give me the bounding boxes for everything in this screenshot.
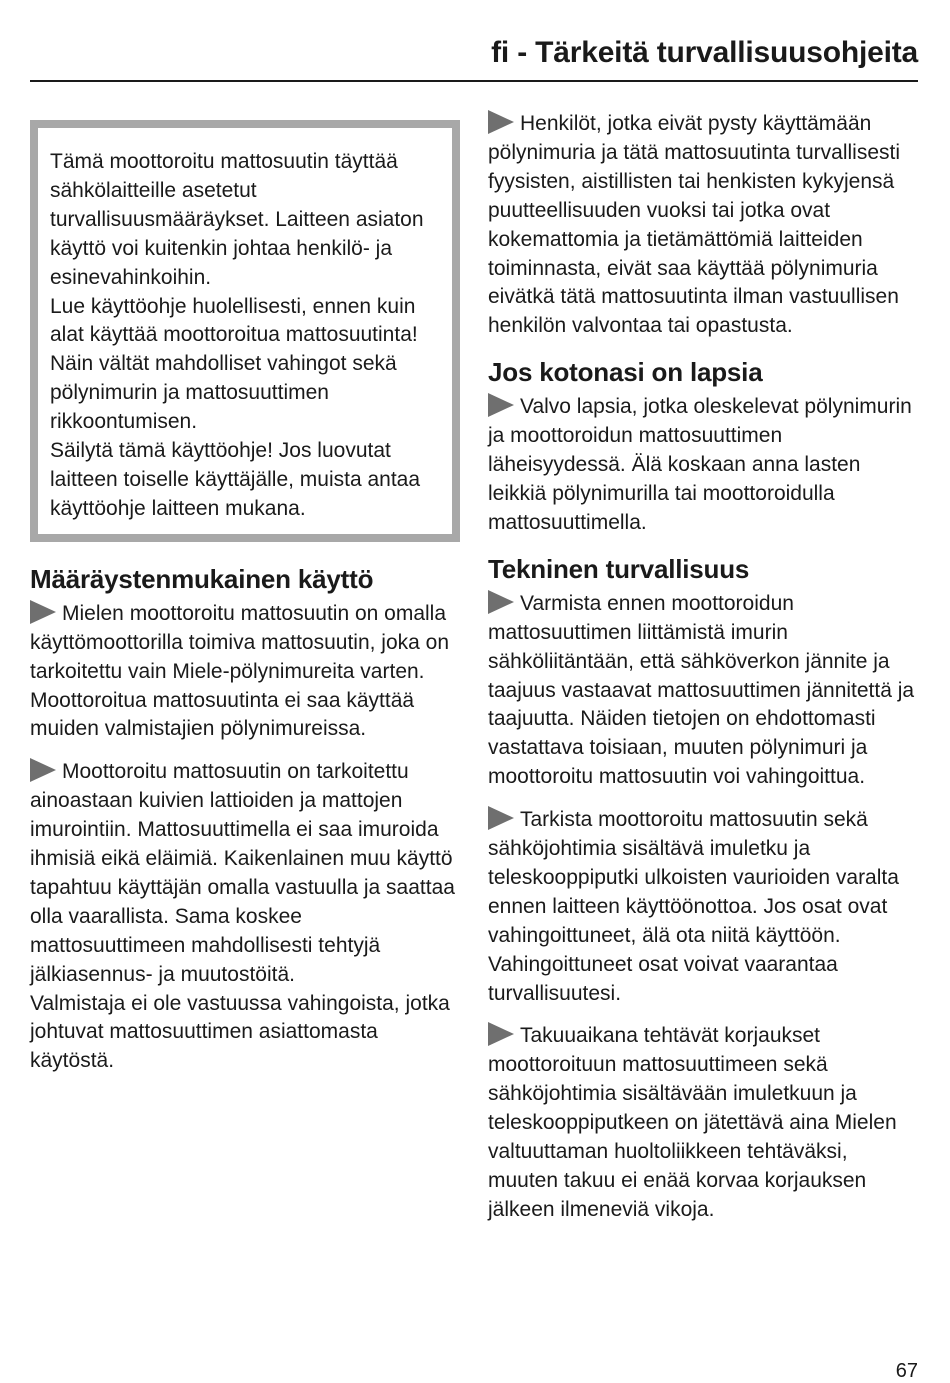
notice-paragraph: Säilytä tämä käyttöohje! Jos luovutat laitteen toiselle käyttäjälle, muista antaa käyttöohje laitteen mukana. bbox=[50, 439, 421, 520]
bullet-text: Mielen moottoroitu mattosuutin on omalla käyttömoottorilla toimiva mattosuutin, joka on tarkoitettu vain Miele-pölynimureita varten. Moottoroitua mattosuutinta ei saa käyttää muiden valmistajien pölynimureissa. bbox=[30, 601, 450, 741]
bullet-text: Tarkista moottoroitu mattosuutin sekä sähköjohtimia sisältävä imuletku ja teleskooppiputki ulkoisten vaurioiden varalta ennen laitteen käyttöönottoa. Jos osat ovat vahingoittuneet, älä ota niitä käyttöön. Vahingoittuneet osat voivat vaarantaa turvallisuutesi. bbox=[488, 808, 899, 1005]
bullet-item bbox=[488, 590, 920, 792]
bullet-text: Takuuaikana tehtävät korjaukset moottoroituun mattosuuttimeen sekä sähköjohtimia sisältävään imuletkuun ja teleskooppiputkeen on jätettävä aina Mielen valtuuttaman huoltoliikkeen tehtäväksi, muuten takuu ei enää korvaa korjauksen jälkeen ilmeneviä vikoja. bbox=[488, 1024, 897, 1221]
page-title: fi - Tärkeitä turvallisuusohjeita bbox=[491, 36, 918, 69]
notice-paragraph: Tämä moottoroitu mattosuutin täyttää sähkölaitteille asetetut turvallisuusmääräykset. Laitteen asiaton käyttö voi kuitenkin johtaa henkilö- ja esinevahinkoihin. bbox=[50, 150, 424, 289]
bullet-text: Moottoroitu mattosuutin on tarkoitettu ainoastaan kuivien lattioiden ja mattojen imurointiin. Mattosuuttimella ei saa imuroida ihmisiä eikä eläimiä. Kaikenlainen muu käyttö tapahtuu käyttäjän omalla vastuulla ja saattaa olla vaarallista. Sama koskee mattosuuttimeen mahdollisesti tehtyjä jälkiasennus- ja muutostöitä. bbox=[30, 760, 455, 986]
notice-paragraph: Näin vältät mahdolliset vahingot sekä pölynimurin ja mattosuuttimen rikkoontumisen. bbox=[50, 352, 397, 434]
bullet-item bbox=[30, 600, 462, 745]
triangle-right-icon bbox=[488, 1022, 514, 1046]
triangle-right-icon bbox=[488, 110, 514, 134]
section-heading-intended-use: Määräystenmukainen käyttö bbox=[30, 563, 374, 594]
triangle-right-icon bbox=[488, 393, 514, 417]
bullet-text: Henkilöt, jotka eivät pysty käyttämään pölynimuria ja tätä mattosuutinta turvallisesti fyysisten, aistillisten tai henkisten kykyjensä puutteellisuuden vuoksi tai jotka ovat kokemattomia ja tietämättömiä laitteiden toiminnasta, eivät saa käyttää pölynimuria eivätkä tätä mattosuutinta ilman vastuullisen henkilön valvontaa tai opastusta. bbox=[488, 112, 901, 338]
bullet-text: Valvo lapsia, jotka oleskelevat pölynimurin ja moottoroidun mattosuuttimen läheisyydessä. Älä koskaan anna lasten leikkiä pölynimurilla tai moottoroidulla mattosuuttimella. bbox=[488, 395, 912, 534]
bullet-item bbox=[30, 758, 462, 989]
bullet-item bbox=[488, 1022, 920, 1224]
page-header bbox=[30, 30, 918, 82]
right-column bbox=[488, 110, 920, 1239]
left-column bbox=[30, 110, 462, 1090]
section-heading-technical-safety: Tekninen turvallisuus bbox=[488, 553, 750, 584]
section-heading-children: Jos kotonasi on lapsia bbox=[488, 357, 763, 388]
triangle-right-icon bbox=[488, 590, 514, 614]
safety-notice-box bbox=[30, 120, 460, 542]
closing-paragraph: Valmistaja ei ole vastuussa vahingoista, jotka johtuvat mattosuuttimen asiattomasta käytöstä. bbox=[30, 991, 450, 1073]
page-number: 67 bbox=[895, 1360, 918, 1382]
bullet-item bbox=[488, 393, 920, 538]
triangle-right-icon bbox=[30, 758, 56, 782]
bullet-item bbox=[488, 806, 920, 1008]
bullet-item bbox=[488, 110, 920, 341]
bullet-text: Varmista ennen moottoroidun mattosuuttimen liittämistä imurin sähköliitäntään, että sähköverkon jännite ja taajuus vastaavat mattosuuttimen jännitettä ja taajuutta. Näiden tietojen on ehdottomasti vastattava toisiaan, muuten pölynimuri ja moottoroitu mattosuutin voi vahingoittua. bbox=[488, 591, 915, 789]
notice-paragraph: Lue käyttöohje huolellisesti, ennen kuin alat käyttää moottoroitua mattosuutinta! bbox=[50, 294, 418, 347]
triangle-right-icon bbox=[30, 600, 56, 624]
triangle-right-icon bbox=[488, 806, 514, 830]
